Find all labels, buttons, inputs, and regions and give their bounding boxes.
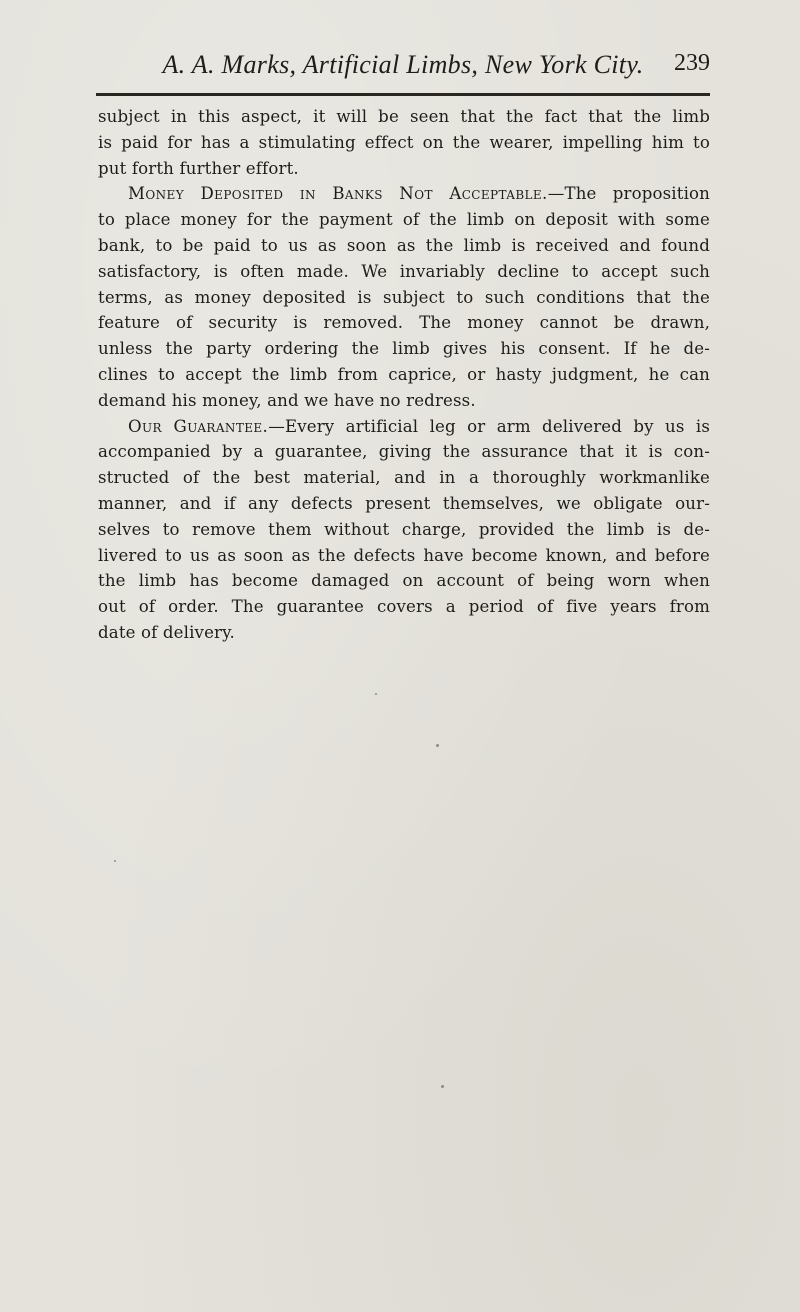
text-line: subject in this aspect, it will be seen that the fact that the limb: [98, 107, 710, 126]
section-heading: Money Deposited in Banks Not Acceptable.: [128, 184, 548, 204]
running-title: A. A. Marks, Artificial Limbs, New York City.: [162, 50, 644, 79]
text-line: satisfactory, is often made. We invariably decline to accept such: [98, 261, 710, 281]
text-line: feature of security is removed. The money cannot be drawn,: [98, 313, 710, 333]
page-number: 239: [674, 50, 710, 76]
text-line: date of delivery.: [98, 622, 235, 642]
text-line: accompanied by a guarantee, giving the assurance that it is con-: [98, 442, 710, 462]
text-line: [98, 181, 710, 207]
text-line: terms, as money deposited is subject to such conditions that the: [98, 287, 710, 307]
text-line: put forth further effort.: [98, 158, 299, 178]
text-line: out of order. The guarantee covers a period of five years from: [98, 597, 710, 617]
running-head: [96, 50, 710, 82]
paragraph: [98, 181, 710, 413]
text-line: bank, to be paid to us as soon as the limb is received and found: [98, 235, 710, 255]
text-line: unless the party ordering the limb gives his consent. If he de-: [98, 339, 710, 359]
text-line: demand his money, and we have no redress.: [98, 390, 476, 410]
body-text: [98, 104, 710, 646]
text-fragment: —Every artificial leg or arm delivered by us is: [268, 416, 710, 436]
text-line: livered to us as soon as the defects have become known, and before: [98, 545, 710, 565]
text-line: manner, and if any defects present themselves, we obligate our-: [98, 493, 710, 513]
text-line: [98, 414, 710, 440]
paragraph: [98, 414, 710, 646]
paragraph: [98, 104, 710, 181]
text-line: selves to remove them without charge, provided the limb is de-: [98, 519, 710, 539]
section-heading: Our Guarantee.: [128, 416, 269, 436]
text-fragment: —The proposition: [547, 184, 710, 204]
text-line: clines to accept the limb from caprice, or hasty judgment, he can: [98, 364, 710, 384]
text-line: structed of the best material, and in a thoroughly workmanlike: [98, 468, 710, 488]
text-line: is paid for has a stimulating effect on the wearer, impelling him to: [98, 132, 710, 152]
text-line: the limb has become damaged on account of being worn when: [98, 571, 710, 591]
text-line: to place money for the payment of the limb on deposit with some: [98, 210, 710, 230]
header-rule: [96, 93, 710, 96]
